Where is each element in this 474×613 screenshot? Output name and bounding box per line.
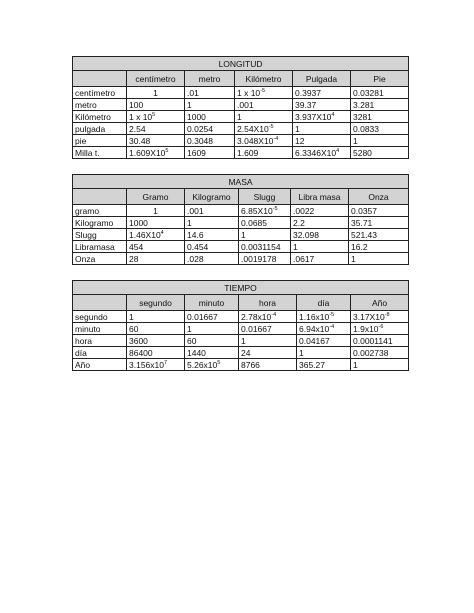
- cell-value: 6.85X10: [241, 205, 273, 216]
- table-cell: [185, 335, 239, 347]
- table-cell: [293, 87, 351, 99]
- cell-value: 0.0357: [351, 205, 377, 216]
- cell-value: 16.2: [351, 241, 368, 252]
- cell-value: 60: [129, 323, 139, 334]
- cell-value: 1609: [187, 147, 206, 158]
- table-row: [73, 205, 409, 217]
- tiempo-table: [72, 280, 409, 371]
- cell-exponent: -5: [329, 311, 335, 318]
- table-cell: [127, 147, 185, 159]
- cell-value: 0.3048: [187, 135, 213, 146]
- cell-exponent: -5: [268, 123, 274, 130]
- cell-value: 1 x 10: [237, 87, 261, 98]
- cell-value: 0.01667: [187, 311, 218, 322]
- header-row: [73, 295, 409, 311]
- row-label: metro: [73, 99, 127, 111]
- table-cell: [297, 359, 351, 371]
- cell-value: 3.156x10: [129, 359, 164, 370]
- table-cell: [293, 111, 351, 123]
- cell-value: 1: [295, 123, 300, 134]
- table-cell: [297, 335, 351, 347]
- cell-value: 1: [187, 323, 192, 334]
- cell-value: 2.54X10: [237, 123, 269, 134]
- table-cell: [235, 99, 293, 111]
- cell-value: .001: [237, 99, 254, 110]
- column-header: segundo: [127, 295, 185, 311]
- cell-value: 0.3937: [295, 87, 321, 98]
- table-cell: [239, 205, 291, 217]
- cell-value: 1.609: [237, 147, 259, 158]
- column-header: metro: [185, 71, 235, 87]
- cell-value: 1: [293, 241, 298, 252]
- cell-value: 1.46X10: [129, 229, 161, 240]
- table-cell: [185, 347, 239, 359]
- table-cell: [351, 123, 409, 135]
- cell-value: 2.78x10: [241, 311, 272, 322]
- table-cell: [297, 311, 351, 323]
- cell-value: 0.01667: [241, 323, 272, 334]
- cell-value: 0.0001141: [353, 335, 393, 346]
- table-cell: [349, 241, 409, 253]
- table-cell: [185, 111, 235, 123]
- row-label: hora: [73, 335, 127, 347]
- cell-exponent: -4: [271, 311, 277, 318]
- table-cell: [185, 135, 235, 147]
- table-cell: [185, 123, 235, 135]
- row-label: pulgada: [73, 123, 127, 135]
- table-cell: [185, 229, 239, 241]
- column-header: Kilómetro: [235, 71, 293, 87]
- table-row: [73, 347, 409, 359]
- cell-value: 1000: [187, 111, 206, 122]
- cell-value: 6.3346X10: [295, 147, 337, 158]
- row-label: Año: [73, 359, 127, 371]
- table-cell: [127, 229, 185, 241]
- column-header: Onza: [349, 189, 409, 205]
- table-cell: [127, 99, 185, 111]
- cell-value: 32.098: [293, 229, 319, 240]
- table-cell: [351, 335, 409, 347]
- table-cell: [185, 87, 235, 99]
- cell-exponent: 5: [165, 147, 169, 154]
- cell-value: 3.048X10: [237, 135, 274, 146]
- column-header: Pie: [351, 71, 409, 87]
- row-label: minuto: [73, 323, 127, 335]
- table-cell: [235, 87, 293, 99]
- table-cell: [127, 205, 185, 217]
- row-label: Milla t.: [73, 147, 127, 159]
- column-header: día: [297, 295, 351, 311]
- table-cell: [291, 229, 349, 241]
- row-label: segundo: [73, 311, 127, 323]
- table-cell: [127, 253, 185, 265]
- table-cell: [351, 111, 409, 123]
- column-header: centímetro: [127, 71, 185, 87]
- row-label: Kilómetro: [73, 111, 127, 123]
- table-cell: [293, 123, 351, 135]
- table-cell: [351, 147, 409, 159]
- cell-value: .028: [187, 253, 204, 264]
- table-row: [73, 253, 409, 265]
- masa-table: [72, 174, 409, 265]
- cell-value: 2.2: [293, 217, 305, 228]
- column-header: [73, 189, 127, 205]
- table-title: MASA: [73, 175, 409, 189]
- table-cell: [297, 323, 351, 335]
- cell-exponent: -5: [260, 87, 266, 94]
- cell-value: 30.48: [129, 135, 151, 146]
- table-cell: [127, 347, 185, 359]
- table-cell: [293, 99, 351, 111]
- row-label: Kilogramo: [73, 217, 127, 229]
- table-cell: [185, 323, 239, 335]
- table-cell: [297, 347, 351, 359]
- table-cell: [351, 135, 409, 147]
- table-cell: [291, 205, 349, 217]
- table-row: [73, 217, 409, 229]
- table-cell: [239, 311, 297, 323]
- column-header: Kilogramo: [185, 189, 239, 205]
- table-cell: [291, 253, 349, 265]
- cell-value: 60: [187, 335, 197, 346]
- table-cell: [235, 135, 293, 147]
- table-cell: [351, 323, 409, 335]
- table-row: [73, 311, 409, 323]
- table-cell: [239, 253, 291, 265]
- cell-value: 1: [353, 135, 358, 146]
- row-label: Slugg: [73, 229, 127, 241]
- table-row: [73, 335, 409, 347]
- table-cell: [127, 241, 185, 253]
- column-header: Año: [351, 295, 409, 311]
- table-cell: [127, 323, 185, 335]
- cell-value: 1440: [187, 347, 206, 358]
- table-row: [73, 241, 409, 253]
- table-cell: [185, 99, 235, 111]
- cell-value: 3.281: [353, 99, 375, 110]
- column-header: Gramo: [127, 189, 185, 205]
- table-cell: [185, 359, 239, 371]
- table-cell: [239, 241, 291, 253]
- cell-value: .0022: [293, 205, 315, 216]
- cell-exponent: -5: [272, 205, 278, 212]
- cell-value: 1: [129, 311, 134, 322]
- cell-value: 3281: [353, 111, 372, 122]
- column-header: Slugg: [239, 189, 291, 205]
- table-row: [73, 323, 409, 335]
- row-label: pie: [73, 135, 127, 147]
- table-cell: [127, 87, 185, 99]
- column-header: Pulgada: [293, 71, 351, 87]
- cell-value: 0.0833: [353, 123, 379, 134]
- table-row: [73, 111, 409, 123]
- cell-value: 14.6: [187, 229, 204, 240]
- table-cell: [185, 205, 239, 217]
- cell-value: 6.94x10: [299, 323, 330, 334]
- cell-value: 0.0031154: [241, 241, 281, 252]
- table-cell: [239, 229, 291, 241]
- table-cell: [351, 87, 409, 99]
- table-cell: [185, 311, 239, 323]
- table-cell: [235, 123, 293, 135]
- cell-value: 5280: [353, 147, 372, 158]
- cell-value: 0.03281: [353, 87, 384, 98]
- cell-exponent: 4: [336, 147, 340, 154]
- cell-exponent: -6: [378, 323, 384, 330]
- cell-value: 1.16x10: [299, 311, 330, 322]
- table-row: [73, 359, 409, 371]
- cell-value: .0617: [293, 253, 315, 264]
- table-cell: [239, 335, 297, 347]
- table-cell: [127, 135, 185, 147]
- cell-value: 1: [153, 205, 158, 216]
- table-cell: [291, 217, 349, 229]
- table-cell: [185, 241, 239, 253]
- table-cell: [351, 311, 409, 323]
- cell-exponent: 5: [152, 111, 156, 118]
- cell-value: 1: [351, 253, 356, 264]
- cell-value: 0.454: [187, 241, 209, 252]
- table-cell: [349, 217, 409, 229]
- cell-value: 3.937X10: [295, 111, 332, 122]
- row-label: gramo: [73, 205, 127, 217]
- table-cell: [349, 205, 409, 217]
- header-row: [73, 71, 409, 87]
- table-cell: [291, 241, 349, 253]
- cell-value: 1: [153, 87, 158, 98]
- column-header: [73, 71, 127, 87]
- table-cell: [127, 311, 185, 323]
- row-label: día: [73, 347, 127, 359]
- table-cell: [127, 335, 185, 347]
- table-row: [73, 87, 409, 99]
- cell-value: 521.43: [351, 229, 377, 240]
- cell-value: 24: [241, 347, 251, 358]
- table-cell: [127, 123, 185, 135]
- cell-exponent: -8: [384, 311, 390, 318]
- cell-exponent: 4: [160, 229, 164, 236]
- table-cell: [185, 253, 239, 265]
- cell-value: 1 x 10: [129, 111, 153, 122]
- cell-value: 1000: [129, 217, 148, 228]
- table-cell: [349, 229, 409, 241]
- cell-exponent: -4: [273, 135, 279, 142]
- table-cell: [235, 147, 293, 159]
- table-row: [73, 99, 409, 111]
- table-cell: [349, 253, 409, 265]
- cell-value: 365.27: [299, 359, 325, 370]
- column-header: Libra masa: [291, 189, 349, 205]
- cell-exponent: 7: [163, 359, 168, 366]
- cell-value: 1: [299, 347, 304, 358]
- table-cell: [239, 347, 297, 359]
- cell-value: 2.54: [129, 123, 146, 134]
- cell-value: 1: [241, 335, 246, 346]
- cell-value: 28: [129, 253, 139, 264]
- cell-value: 39.37: [295, 99, 317, 110]
- cell-value: 1: [241, 229, 246, 240]
- table-title: LONGITUD: [73, 57, 409, 71]
- cell-value: .01: [187, 87, 199, 98]
- table-cell: [239, 217, 291, 229]
- cell-value: 1: [353, 359, 358, 370]
- cell-value: 1.609X10: [129, 147, 166, 158]
- table-title: TIEMPO: [73, 281, 409, 295]
- cell-value: 3600: [129, 335, 148, 346]
- cell-value: 0.0254: [187, 123, 213, 134]
- header-row: [73, 189, 409, 205]
- table-cell: [235, 111, 293, 123]
- table-cell: [127, 359, 185, 371]
- table-cell: [351, 359, 409, 371]
- cell-exponent: -4: [329, 323, 335, 330]
- table-cell: [185, 217, 239, 229]
- cell-value: 1: [237, 111, 242, 122]
- table-cell: [293, 135, 351, 147]
- cell-value: 3.17X10: [353, 311, 385, 322]
- table-cell: [239, 359, 297, 371]
- column-header: [73, 295, 127, 311]
- cell-value: 35.71: [351, 217, 373, 228]
- table-cell: [351, 347, 409, 359]
- cell-value: .001: [187, 205, 204, 216]
- table-cell: [127, 217, 185, 229]
- table-cell: [293, 147, 351, 159]
- cell-exponent: 4: [331, 111, 335, 118]
- table-row: [73, 135, 409, 147]
- cell-value: 0.002738: [353, 347, 389, 358]
- cell-value: 12: [295, 135, 305, 146]
- row-label: centímetro: [73, 87, 127, 99]
- table-row: [73, 147, 409, 159]
- table-row: [73, 123, 409, 135]
- row-label: Onza: [73, 253, 127, 265]
- cell-value: 0.0685: [241, 217, 267, 228]
- column-header: minuto: [185, 295, 239, 311]
- column-header: hora: [239, 295, 297, 311]
- cell-value: 0.04167: [299, 335, 330, 346]
- longitud-table: [72, 56, 409, 159]
- cell-value: 5.26x10: [187, 359, 218, 370]
- cell-value: 1.9x10: [353, 323, 379, 334]
- table-cell: [239, 323, 297, 335]
- table-cell: [351, 99, 409, 111]
- table-row: [73, 229, 409, 241]
- row-label: Libramasa: [73, 241, 127, 253]
- cell-exponent: 5: [217, 359, 221, 366]
- cell-value: 86400: [129, 347, 153, 358]
- cell-value: 100: [129, 99, 144, 110]
- cell-value: 1: [187, 217, 192, 228]
- table-cell: [185, 147, 235, 159]
- cell-value: 8766: [241, 359, 260, 370]
- cell-value: 1: [187, 99, 192, 110]
- table-cell: [127, 111, 185, 123]
- cell-value: .0019178: [241, 253, 277, 264]
- cell-value: 454: [129, 241, 144, 252]
